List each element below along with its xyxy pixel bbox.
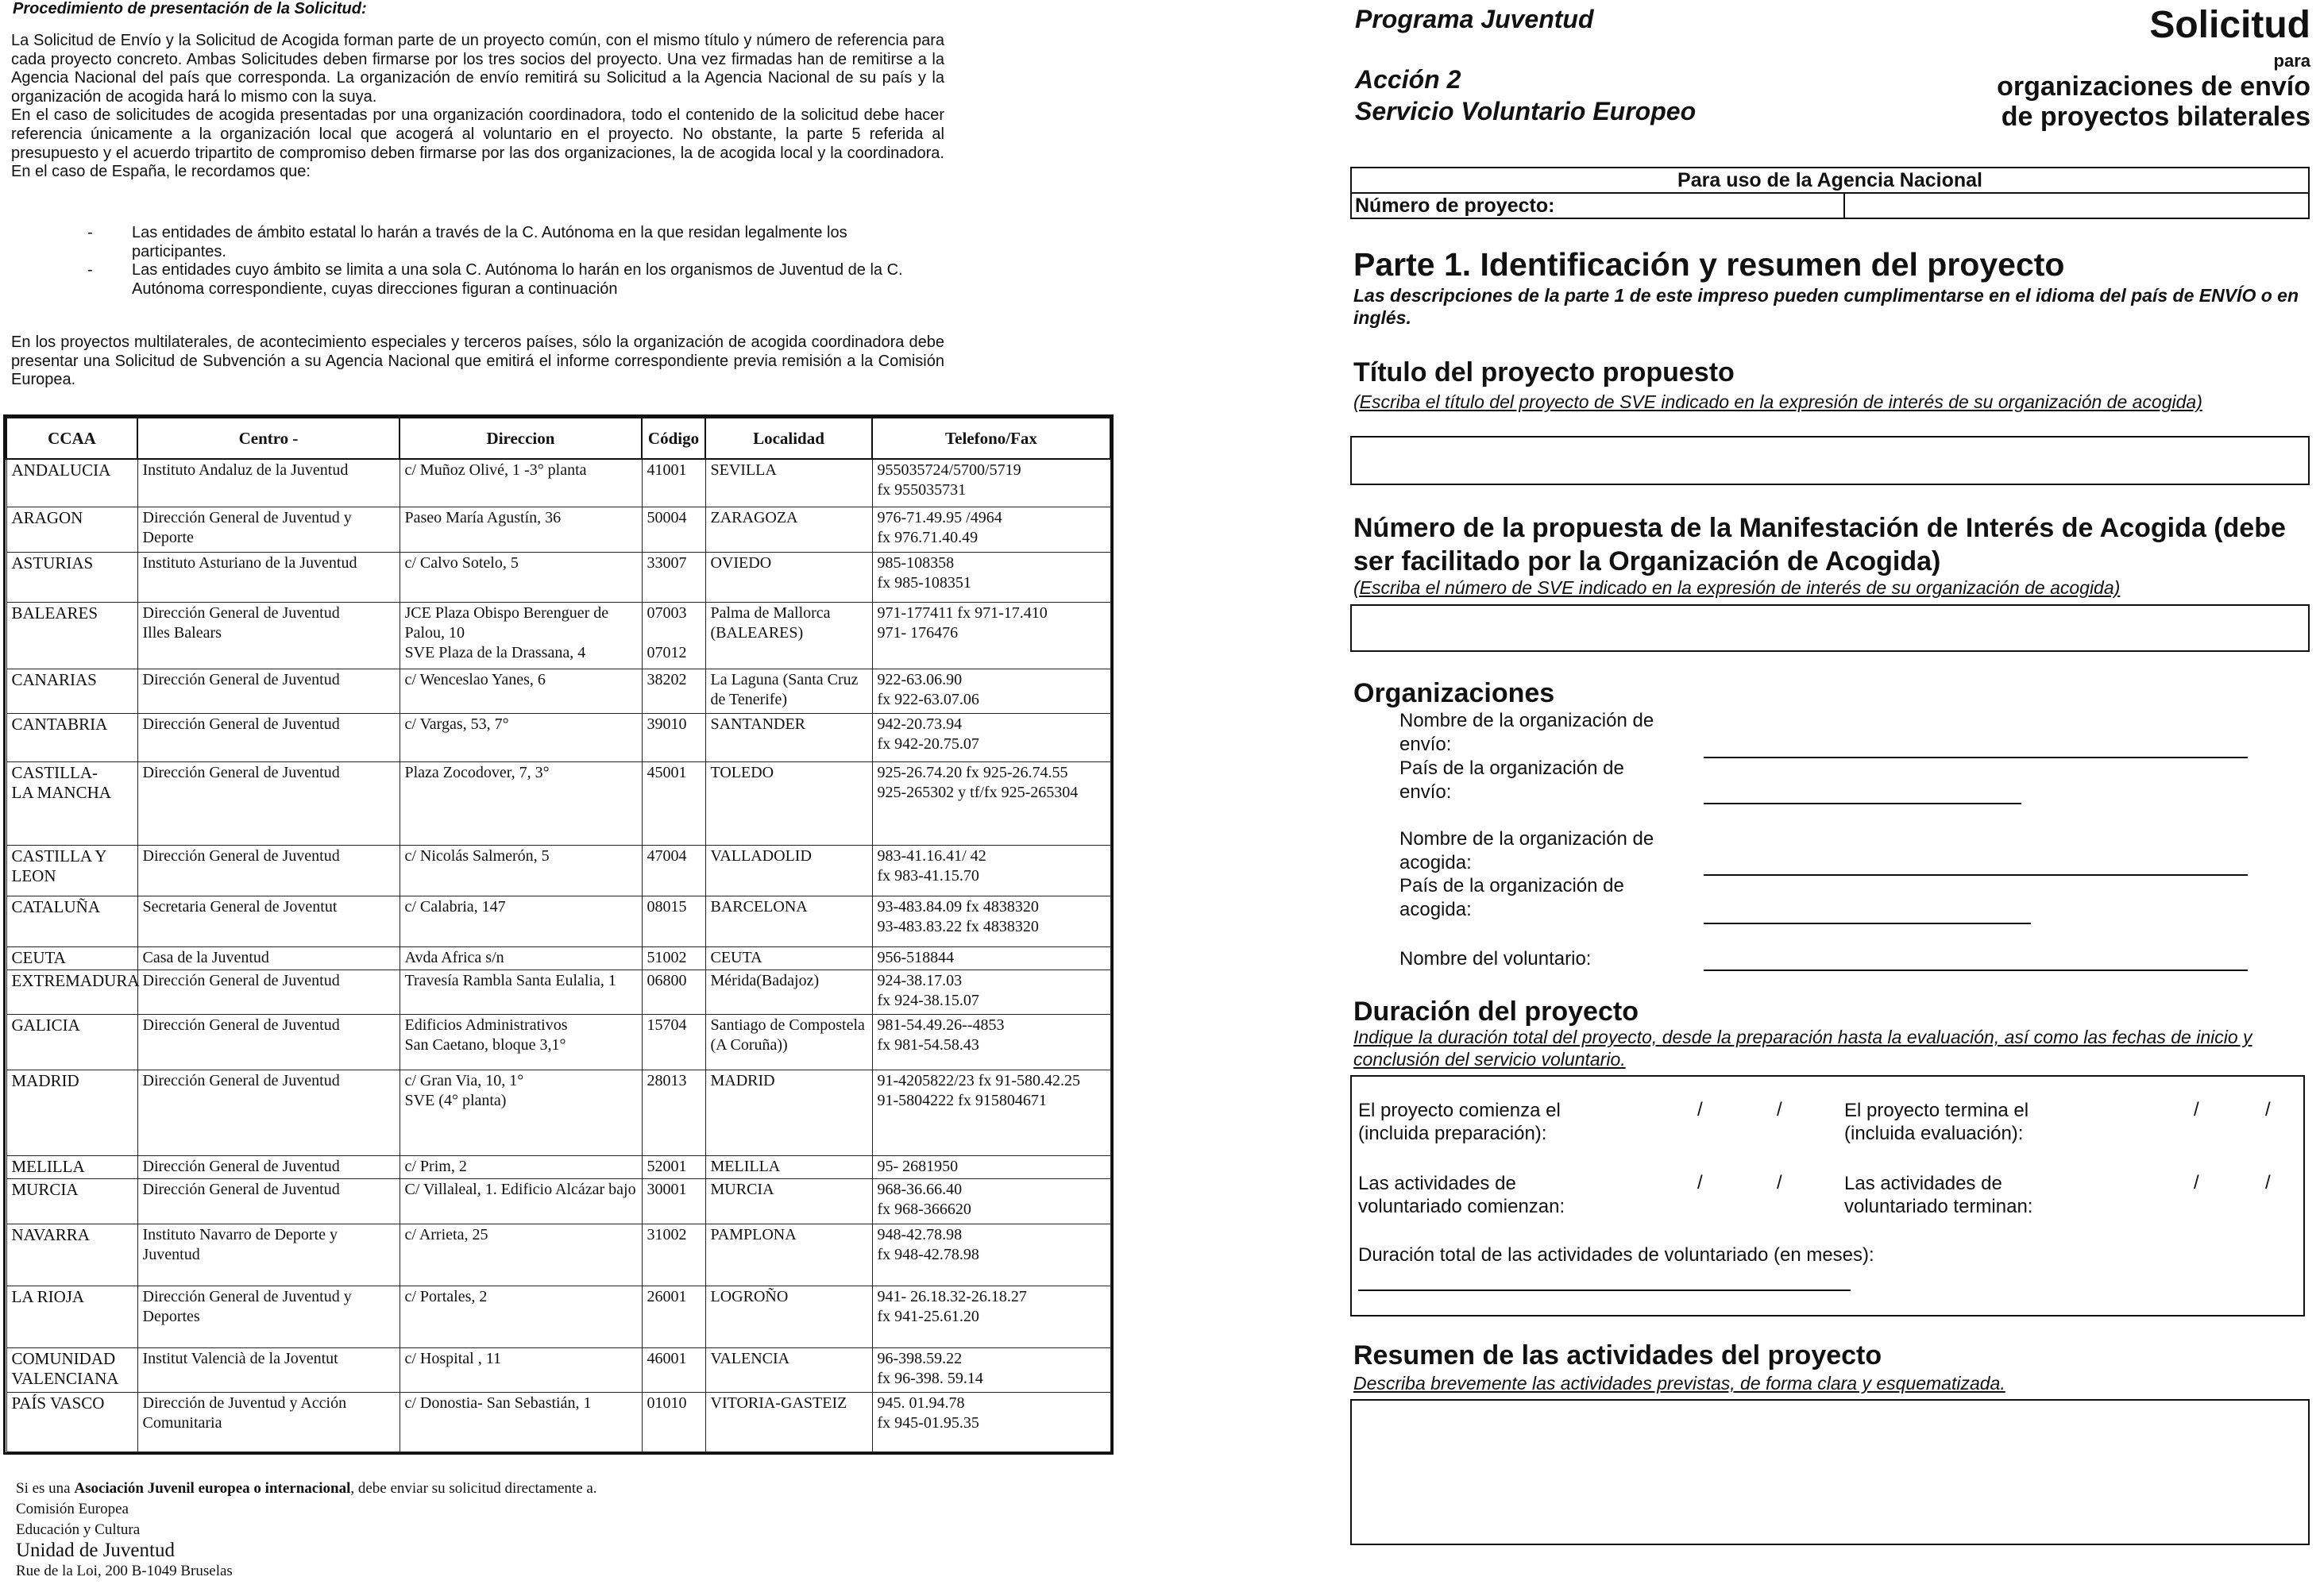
table-row	[6, 1070, 1110, 1155]
column-header: Direccion	[400, 418, 642, 459]
activities-end-label: Las actividades de voluntariado terminan:	[1844, 1173, 2033, 1217]
table-cell: OVIEDO	[705, 552, 872, 603]
table-cell: 01010	[642, 1393, 705, 1452]
footer-line-4: Unidad de Juventud	[16, 1540, 175, 1561]
table-cell: c/ Wenceslao Yanes, 6	[400, 669, 642, 713]
table-cell: Institut Valencià de la Joventut	[137, 1347, 400, 1392]
table-cell: 971-177411 fx 971-17.410 971- 176476	[872, 603, 1110, 669]
table-cell: Palma de Mallorca (BALEARES)	[705, 603, 872, 669]
part1-title: Parte 1. Identificación y resumen del proyecto	[1353, 246, 2065, 283]
table-cell: MURCIA	[705, 1179, 872, 1224]
table-cell: VITORIA-GASTEIZ	[705, 1393, 872, 1452]
host-org-name-field[interactable]	[1704, 874, 2248, 876]
table-cell: 38202	[642, 669, 705, 713]
host-org-name-label: Nombre de la organización de acogida:	[1399, 828, 1654, 873]
table-cell: 91-4205822/23 fx 91-580.42.25 91-5804222 fx 915804671	[872, 1070, 1110, 1155]
ccaa-table	[6, 417, 1111, 1452]
table-cell: 968-36.66.40 fx 968-366620	[872, 1179, 1110, 1224]
table-cell: Travesía Rambla Santa Eulalia, 1	[400, 970, 642, 1015]
table-cell: MADRID	[6, 1070, 137, 1155]
table-cell: c/ Gran Via, 10, 1° SVE (4° planta)	[400, 1070, 642, 1155]
table-cell: 95- 2681950	[872, 1156, 1110, 1179]
table-cell: 26001	[642, 1286, 705, 1347]
table-cell: Santiago de Compostela (A Coruña))	[705, 1015, 872, 1070]
table-cell: Instituto Andaluz de la Juventud	[137, 459, 400, 507]
table-header-row	[6, 418, 1110, 459]
table-cell: Plaza Zocodover, 7, 3°	[400, 761, 642, 845]
project-number-label: Número de proyecto:	[1352, 194, 1845, 218]
table-cell: 942-20.73.94 fx 942-20.75.07	[872, 714, 1110, 762]
table-cell: 41001	[642, 459, 705, 507]
table-cell: 956-518844	[872, 946, 1110, 970]
table-cell: c/ Donostia- San Sebastián, 1	[400, 1393, 642, 1452]
right-page	[1342, 0, 2320, 1596]
table-cell: 52001	[642, 1156, 705, 1179]
table-cell: Dirección General de Juventud	[137, 1015, 400, 1070]
duration-box	[1350, 1075, 2305, 1317]
proposal-number-input[interactable]	[1350, 604, 2310, 652]
table-cell: Dirección General de Juventud y Deporte	[137, 507, 400, 552]
table-cell: Dirección General de Juventud	[137, 714, 400, 762]
table-row	[6, 714, 1110, 762]
table-cell: ANDALUCIA	[6, 459, 137, 507]
table-cell: 976-71.49.95 /4964 fx 976.71.40.49	[872, 507, 1110, 552]
table-cell: Dirección General de Juventud	[137, 846, 400, 896]
table-cell: 39010	[642, 714, 705, 762]
table-cell: CASTILLA- LA MANCHA	[6, 761, 137, 845]
table-cell: 45001	[642, 761, 705, 845]
table-cell: 06800	[642, 970, 705, 1015]
intro-paragraph-3: En los proyectos multilaterales, de acontecimiento especiales y terceros países, sólo la organización de acogida coordinadora debe presentar una Solicitud de Subvención a su Agencia Nacional que emitirá el informe correspondiente previa remisión a la Comisión Europea.	[11, 333, 944, 389]
table-cell: PAÍS VASCO	[6, 1393, 137, 1452]
table-cell: BALEARES	[6, 603, 137, 669]
total-duration-label: Duración total de las actividades de voluntariado (en meses):	[1358, 1244, 1874, 1266]
table-row	[6, 761, 1110, 845]
column-header: Telefono/Fax	[872, 418, 1110, 459]
table-cell: Dirección General de Juventud y Deportes	[137, 1286, 400, 1347]
table-row	[6, 552, 1110, 603]
table-cell: 948-42.78.98 fx 948-42.78.98	[872, 1224, 1110, 1286]
table-cell: c/ Hospital , 11	[400, 1347, 642, 1392]
table-cell: CEUTA	[705, 946, 872, 970]
table-cell: Mérida(Badajoz)	[705, 970, 872, 1015]
table-cell: EXTREMADURA	[6, 970, 137, 1015]
left-page	[0, 0, 1128, 1596]
solicitud-title: Solicitud	[2149, 4, 2310, 46]
bullet-item: - Las entidades cuyo ámbito se limita a una sola C. Autónoma lo harán en los organismos de Juventud de la C. Autónoma correspondiente, cuyas direcciones figuran a continuación	[87, 261, 945, 299]
table-cell: CANARIAS	[6, 669, 137, 713]
table-row	[6, 1286, 1110, 1347]
footer-text: , debe enviar su solicitud directamente a.	[350, 1480, 597, 1497]
date-separator: /	[1697, 1099, 1703, 1120]
date-separator: /	[2194, 1172, 2199, 1193]
bullet-list	[87, 224, 945, 299]
table-row	[6, 896, 1110, 946]
table-cell: MADRID	[705, 1070, 872, 1155]
activities-start-label: Las actividades de voluntariado comienzan:	[1358, 1173, 1565, 1217]
table-cell: 924-38.17.03 fx 924-38.15.07	[872, 970, 1110, 1015]
table-cell: CASTILLA Y LEON	[6, 846, 137, 896]
date-separator: /	[1777, 1099, 1782, 1120]
table-cell: 51002	[642, 946, 705, 970]
volunteer-name-field[interactable]	[1704, 970, 2248, 971]
summary-note: Describa brevemente las actividades previstas, de forma clara y esquematizada.	[1353, 1373, 2005, 1394]
title-heading: Título del proyecto propuesto	[1353, 357, 1735, 387]
table-cell: 15704	[642, 1015, 705, 1070]
table-cell: Dirección General de Juventud	[137, 669, 400, 713]
table-cell: TOLEDO	[705, 761, 872, 845]
table-row	[6, 603, 1110, 669]
date-separator: /	[2265, 1099, 2271, 1120]
intro-paragraph-1: La Solicitud de Envío y la Solicitud de Acogida forman parte de un proyecto común, con el mismo título y número de referencia para cada proyecto concreto. Ambas Solicitudes deben firmarse por los tres socios del proyecto. Una vez firmadas han de remitirse a la Agencia Nacional del país que corresponda. La organización de envío remitirá su Solicitud a la Agencia Nacional de su país y la organización de acogida hará lo mismo con la suya.	[11, 32, 944, 106]
table-cell: Casa de la Juventud	[137, 946, 400, 970]
table-cell: 50004	[642, 507, 705, 552]
table-cell: 47004	[642, 846, 705, 896]
solicitud-subtitle	[1997, 71, 2310, 132]
footer-address	[16, 1478, 597, 1582]
procedure-heading: Procedimiento de presentación de la Solicitud:	[13, 0, 367, 17]
table-cell: SEVILLA	[705, 459, 872, 507]
table-cell: MURCIA	[6, 1179, 137, 1224]
table-cell: 08015	[642, 896, 705, 946]
date-separator: /	[1777, 1172, 1782, 1193]
table-cell: 941- 26.18.32-26.18.27 fx 941-25.61.20	[872, 1286, 1110, 1347]
footer-text: Si es una	[16, 1480, 75, 1497]
table-cell: JCE Plaza Obispo Berenguer de Palou, 10 SVE Plaza de la Drassana, 4	[400, 603, 642, 669]
table-cell: Avda Africa s/n	[400, 946, 642, 970]
table-row	[6, 970, 1110, 1015]
sending-org-name-label: Nombre de la organización de envío:	[1399, 710, 1654, 755]
agency-box	[1350, 167, 2310, 219]
table-cell: Dirección General de Juventud	[137, 1179, 400, 1224]
project-title-input[interactable]	[1350, 436, 2310, 485]
table-cell: 925-26.74.20 fx 925-26.74.55 925-265302 y tf/fx 925-265304	[872, 761, 1110, 845]
table-cell: CEUTA	[6, 946, 137, 970]
table-row	[6, 1015, 1110, 1070]
project-number-field[interactable]	[1845, 194, 2308, 218]
subtitle-line-2: de proyectos bilaterales	[2001, 102, 2310, 132]
column-header: Centro -	[137, 418, 400, 459]
column-header: Localidad	[705, 418, 872, 459]
sending-org-name-field[interactable]	[1704, 757, 2248, 758]
table-row	[6, 1179, 1110, 1224]
table-cell: c/ Nicolás Salmerón, 5	[400, 846, 642, 896]
table-cell: COMUNIDAD VALENCIANA	[6, 1347, 137, 1392]
table-cell: CATALUÑA	[6, 896, 137, 946]
table-cell: ASTURIAS	[6, 552, 137, 603]
table-cell: Dirección General de Juventud	[137, 1156, 400, 1179]
table-cell: 945. 01.94.78 fx 945-01.95.35	[872, 1393, 1110, 1452]
table-cell: Secretaria General de Joventut	[137, 896, 400, 946]
table-cell: BARCELONA	[705, 896, 872, 946]
table-row	[6, 1224, 1110, 1286]
column-header: CCAA	[6, 418, 137, 459]
part1-note: Las descripciones de la parte 1 de este impreso pueden cumplimentarse en el idioma del país de ENVÍO o en inglés.	[1353, 285, 2299, 328]
proposal-number-heading: Número de la propuesta de la Manifestación de Interés de Acogida (debe ser facilitado por la Organización de Acogida)	[1353, 513, 2286, 576]
table-cell: MELILLA	[705, 1156, 872, 1179]
table-cell: Dirección General de Juventud	[137, 970, 400, 1015]
host-org-country-field[interactable]	[1704, 923, 2031, 924]
table-cell: NAVARRA	[6, 1224, 137, 1286]
agency-header: Para uso de la Agencia Nacional	[1352, 168, 2308, 194]
table-cell: 93-483.84.09 fx 4838320 93-483.83.22 fx 4838320	[872, 896, 1110, 946]
column-header: Código	[642, 418, 705, 459]
table-cell: ARAGON	[6, 507, 137, 552]
sending-org-country-label: País de la organización de envío:	[1399, 758, 1624, 803]
table-row	[6, 946, 1110, 970]
footer-line-1	[16, 1478, 597, 1499]
table-cell: CANTABRIA	[6, 714, 137, 762]
summary-input[interactable]	[1350, 1399, 2310, 1545]
table-cell: LA RIOJA	[6, 1286, 137, 1347]
proposal-number-note: (Escriba el número de SVE indicado en la expresión de interés de su organización de acogida)	[1353, 577, 2121, 598]
table-cell: C/ Villaleal, 1. Edificio Alcázar bajo	[400, 1179, 642, 1224]
table-cell: 31002	[642, 1224, 705, 1286]
date-separator: /	[2265, 1172, 2271, 1193]
footer-line-3: Educación y Cultura	[16, 1521, 141, 1538]
date-separator: /	[2194, 1099, 2199, 1120]
solicitud-para: para	[2273, 51, 2310, 71]
table-cell: Dirección General de Juventud	[137, 1070, 400, 1155]
table-cell: 922-63.06.90 fx 922-63.07.06	[872, 669, 1110, 713]
table-cell: c/ Calvo Sotelo, 5	[400, 552, 642, 603]
table-row	[6, 846, 1110, 896]
table-row	[6, 459, 1110, 507]
table-cell: c/ Muñoz Olivé, 1 -3° planta	[400, 459, 642, 507]
table-cell: Edificios Administrativos San Caetano, bloque 3,1°	[400, 1015, 642, 1070]
table-row	[6, 1156, 1110, 1179]
table-cell: 07003 07012	[642, 603, 705, 669]
table-cell: GALICIA	[6, 1015, 137, 1070]
intro-text	[11, 32, 944, 182]
organizations-heading: Organizaciones	[1353, 678, 1555, 708]
table-cell: Instituto Asturiano de la Juventud	[137, 552, 400, 603]
table-cell: PAMPLONA	[705, 1224, 872, 1286]
table-body	[6, 459, 1110, 1452]
table-cell: c/ Calabria, 147	[400, 896, 642, 946]
table-cell: 96-398.59.22 fx 96-398. 59.14	[872, 1347, 1110, 1392]
action-title	[1355, 64, 1696, 127]
table-cell: MELILLA	[6, 1156, 137, 1179]
table-cell: 30001	[642, 1179, 705, 1224]
duration-heading: Duración del proyecto	[1353, 997, 1639, 1027]
table-cell: 33007	[642, 552, 705, 603]
table-cell: VALENCIA	[705, 1347, 872, 1392]
table-cell: Paseo María Agustín, 36	[400, 507, 642, 552]
table-row	[6, 1347, 1110, 1392]
table-cell: c/ Portales, 2	[400, 1286, 642, 1347]
table-cell: c/ Vargas, 53, 7°	[400, 714, 642, 762]
summary-heading: Resumen de las actividades del proyecto	[1353, 1340, 1882, 1370]
table-cell: c/ Arrieta, 25	[400, 1224, 642, 1286]
footer-line-2: Comisión Europea	[16, 1501, 129, 1517]
program-title: Programa Juventud	[1355, 5, 1594, 33]
table-cell: 981-54.49.26--4853 fx 981-54.58.43	[872, 1015, 1110, 1070]
table-cell: 46001	[642, 1347, 705, 1392]
table-cell: Dirección de Juventud y Acción Comunitaria	[137, 1393, 400, 1452]
table-cell: 983-41.16.41/ 42 fx 983-41.15.70	[872, 846, 1110, 896]
table-cell: 985-108358 fx 985-108351	[872, 552, 1110, 603]
table-cell: VALLADOLID	[705, 846, 872, 896]
action-number: Acción 2	[1355, 65, 1461, 94]
table-cell: LOGROÑO	[705, 1286, 872, 1347]
project-end-label: El proyecto termina el (incluida evaluación):	[1844, 1100, 2029, 1144]
bullet-item: - Las entidades de ámbito estatal lo harán a través de la C. Autónoma en la que residan legalmente los participantes.	[87, 224, 945, 261]
footer-bold-text: Asociación Juvenil europea o internacional	[74, 1480, 351, 1497]
table-cell: 955035724/5700/5719 fx 955035731	[872, 459, 1110, 507]
table-cell: 28013	[642, 1070, 705, 1155]
sending-org-country-field[interactable]	[1704, 803, 2021, 804]
table-row	[6, 1393, 1110, 1452]
volunteer-name-label: Nombre del voluntario:	[1399, 948, 1592, 970]
table-cell: Instituto Navarro de Deporte y Juventud	[137, 1224, 400, 1286]
table-cell: La Laguna (Santa Cruz de Tenerife)	[705, 669, 872, 713]
project-start-label: El proyecto comienza el (incluida preparación):	[1358, 1100, 1561, 1144]
service-name: Servicio Voluntario Europeo	[1355, 97, 1697, 125]
subtitle-line-1: organizaciones de envío	[1997, 71, 2310, 102]
table-row	[6, 507, 1110, 552]
table-cell: SANTANDER	[705, 714, 872, 762]
ccaa-table-wrapper	[3, 414, 1114, 1455]
total-duration-field[interactable]	[1358, 1290, 1851, 1291]
table-cell: Dirección General de Juventud	[137, 761, 400, 845]
table-cell: Dirección General de Juventud Illes Balears	[137, 603, 400, 669]
intro-paragraph-2: En el caso de solicitudes de acogida presentadas por una organización coordinadora, todo el contenido de la solicitud debe hacer referencia únicamente a la organización local que acogerá al voluntario en el proyecto. No obstante, la parte 5 referida al presupuesto y el acuerdo tripartito de compromiso deben firmarse por las dos organizaciones, la de acogida local y la coordinadora. En el caso de España, le recordamos que:	[11, 106, 944, 181]
table-row	[6, 669, 1110, 713]
table-cell: c/ Prim, 2	[400, 1156, 642, 1179]
title-note: (Escriba el título del proyecto de SVE indicado en la expresión de interés de su organización de acogida)	[1353, 391, 2202, 412]
agency-row	[1352, 194, 2308, 218]
table-cell: ZARAGOZA	[705, 507, 872, 552]
date-separator: /	[1697, 1172, 1703, 1193]
host-org-country-label: País de la organización de acogida:	[1399, 875, 1624, 920]
footer-line-5: Rue de la Loi, 200 B-1049 Bruselas	[16, 1563, 233, 1579]
duration-note: Indique la duración total del proyecto, desde la preparación hasta la evaluación, así como las fechas de inicio y conclusión del servicio voluntario.	[1353, 1027, 2252, 1070]
